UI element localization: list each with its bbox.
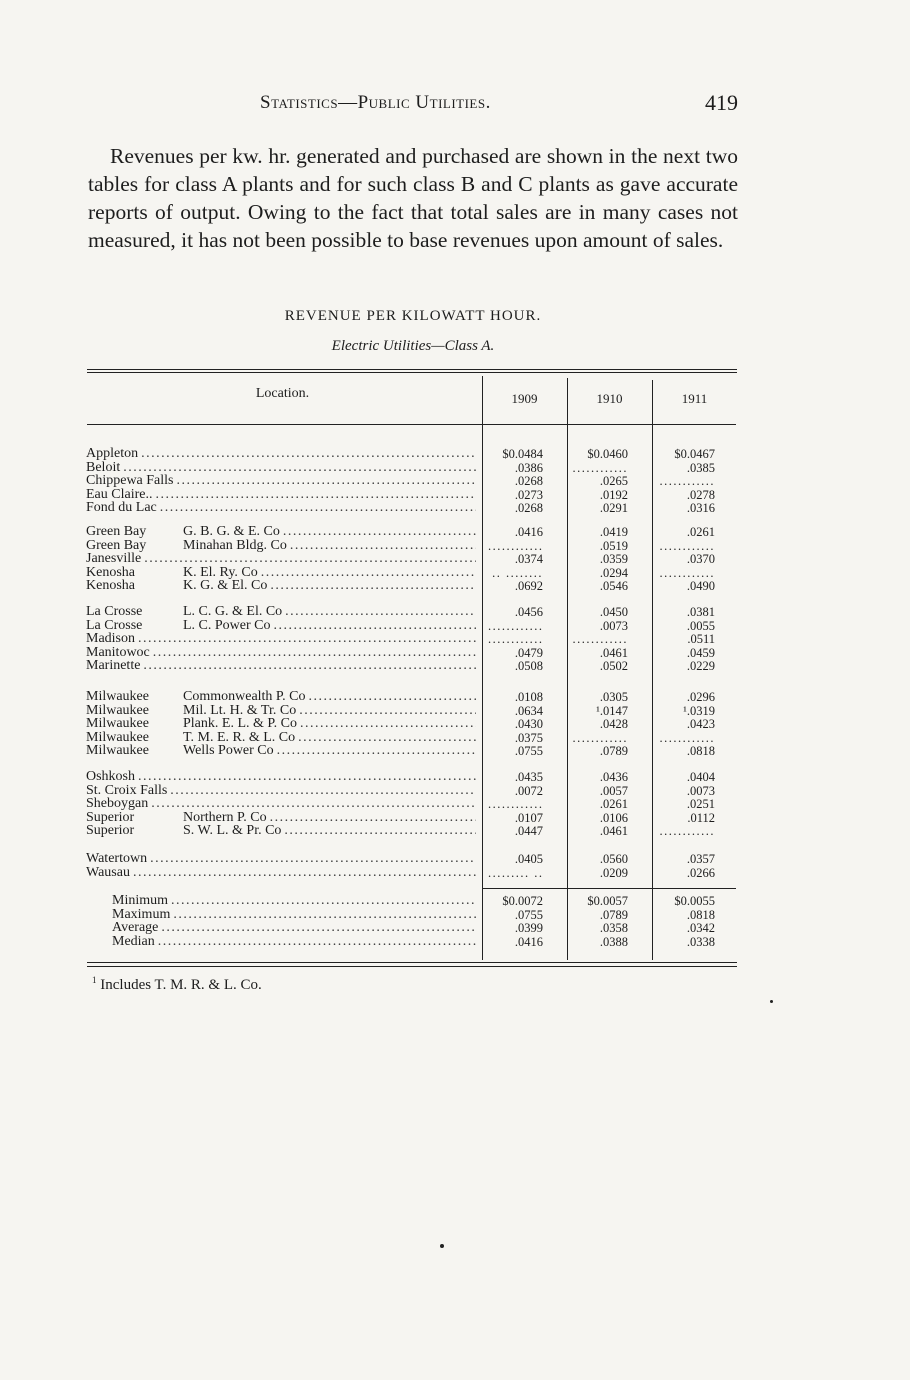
value-1911: .0385 bbox=[686, 460, 715, 475]
summary-label: Average bbox=[112, 921, 159, 935]
page-number: 419 bbox=[705, 90, 738, 115]
header-bottom-rule-years bbox=[482, 424, 736, 425]
location-city: Manitowoc bbox=[86, 645, 150, 660]
value-1910: .0192 bbox=[599, 487, 628, 502]
summary-label-cell bbox=[86, 921, 476, 935]
dot-leader bbox=[170, 784, 476, 798]
value-1911: .0296 bbox=[686, 690, 715, 704]
value-1910: .0359 bbox=[599, 552, 628, 566]
value-1909: .0479 bbox=[514, 645, 543, 660]
location-cell bbox=[86, 488, 476, 502]
summary-value-1911: .0342 bbox=[686, 921, 715, 935]
value-1911: .0459 bbox=[686, 645, 715, 660]
value-1910: ............ bbox=[572, 730, 628, 745]
dot-leader bbox=[138, 632, 476, 646]
location-city: Marinette bbox=[86, 659, 141, 673]
location-company: Plank. E. L. & P. Co bbox=[183, 717, 297, 731]
location-cell bbox=[86, 659, 476, 673]
location-cell bbox=[86, 474, 476, 488]
value-1911: .0261 bbox=[686, 525, 715, 539]
summary-value-1910: .0388 bbox=[599, 934, 628, 949]
value-1911: .0073 bbox=[686, 783, 715, 798]
location-city: Sheboygan bbox=[86, 797, 149, 811]
column-divider-1910 bbox=[567, 378, 568, 960]
running-head bbox=[88, 92, 738, 122]
dot-leader bbox=[270, 811, 476, 825]
dot-leader bbox=[173, 908, 476, 922]
value-1911: ............ bbox=[659, 730, 715, 745]
location-cell bbox=[86, 646, 476, 660]
value-1910: .0502 bbox=[599, 659, 628, 673]
table-top-rule-double bbox=[87, 372, 737, 373]
value-1911: .0055 bbox=[686, 618, 715, 633]
location-city: St. Croix Falls bbox=[86, 783, 168, 798]
value-1909: .0692 bbox=[514, 579, 543, 593]
location-cell bbox=[86, 501, 476, 515]
ink-speck bbox=[770, 1000, 773, 1003]
summary-value-1909: .0399 bbox=[514, 921, 543, 935]
location-cell bbox=[86, 566, 476, 580]
value-1910: .0428 bbox=[599, 717, 628, 731]
value-1911: .0229 bbox=[686, 659, 715, 673]
value-1911: ............ bbox=[659, 538, 715, 553]
location-company: Wells Power Co bbox=[183, 744, 274, 758]
location-company: L. C. G. & El. Co bbox=[183, 605, 283, 619]
location-cell bbox=[86, 619, 476, 633]
dot-leader bbox=[150, 852, 476, 866]
footnote-marker: 1 bbox=[92, 975, 97, 985]
summary-value-1909: .0755 bbox=[514, 907, 543, 922]
location-company: Mil. Lt. H. & Tr. Co bbox=[183, 703, 297, 718]
summary-value-1911: .0338 bbox=[686, 934, 715, 949]
summary-value-1911: .0818 bbox=[686, 907, 715, 922]
value-1910: .0209 bbox=[599, 865, 628, 880]
dot-leader bbox=[270, 579, 476, 593]
location-city: Milwaukee bbox=[86, 730, 149, 745]
table-top-rule bbox=[87, 369, 737, 370]
location-city: Oshkosh bbox=[86, 770, 136, 784]
value-1910: .0294 bbox=[599, 565, 628, 580]
dot-leader bbox=[300, 717, 476, 731]
value-1910: .0450 bbox=[599, 605, 628, 619]
ink-speck bbox=[440, 1244, 444, 1248]
location-city: Kenosha bbox=[86, 579, 135, 593]
value-1911: ............ bbox=[659, 824, 715, 838]
value-1911: .0370 bbox=[686, 552, 715, 566]
summary-value-1909: $0.0072 bbox=[502, 894, 543, 908]
value-1909: .0634 bbox=[514, 703, 543, 718]
value-1909: .0447 bbox=[514, 824, 543, 838]
location-company: Commonwealth P. Co bbox=[183, 690, 306, 704]
summary-label-cell bbox=[86, 935, 476, 949]
header-1910: 1910 bbox=[596, 391, 623, 406]
value-1909: .0508 bbox=[514, 659, 543, 673]
location-company: G. B. G. & E. Co bbox=[183, 525, 280, 539]
value-1910: .0106 bbox=[599, 810, 628, 825]
value-1911: .0266 bbox=[686, 865, 715, 880]
value-1911: .0251 bbox=[686, 797, 715, 811]
dot-leader bbox=[284, 824, 476, 838]
location-cell bbox=[86, 824, 476, 838]
dot-leader bbox=[283, 525, 476, 539]
value-1911: .0404 bbox=[686, 770, 715, 784]
value-1909: ............ bbox=[488, 538, 544, 553]
location-city: Watertown bbox=[86, 852, 148, 866]
location-cell bbox=[86, 605, 476, 619]
value-1910: .0265 bbox=[599, 474, 628, 488]
summary-value-1911: $0.0055 bbox=[674, 894, 715, 908]
value-1909: .0755 bbox=[514, 744, 543, 758]
location-cell bbox=[86, 447, 476, 461]
dot-leader bbox=[138, 770, 476, 784]
value-1910: $0.0460 bbox=[587, 447, 628, 461]
value-1909: .0430 bbox=[514, 717, 543, 731]
value-1910: .0519 bbox=[599, 538, 628, 553]
dot-leader bbox=[160, 501, 476, 515]
summary-value-1910: .0789 bbox=[599, 907, 628, 922]
dot-leader bbox=[177, 474, 477, 488]
dot-leader bbox=[171, 894, 476, 908]
value-1910: .0461 bbox=[599, 645, 628, 660]
location-cell bbox=[86, 744, 476, 758]
value-1910: .0436 bbox=[599, 770, 628, 784]
header-1911: 1911 bbox=[681, 391, 708, 406]
value-1909: .0386 bbox=[514, 460, 543, 475]
value-1909: .0416 bbox=[514, 525, 543, 539]
location-city: Milwaukee bbox=[86, 744, 149, 758]
value-1911: .0112 bbox=[687, 810, 715, 825]
location-city: Superior bbox=[86, 810, 135, 825]
summary-label: Median bbox=[112, 934, 155, 949]
location-cell bbox=[86, 770, 476, 784]
dot-leader bbox=[309, 690, 476, 704]
value-1910: .0546 bbox=[599, 579, 628, 593]
dot-leader bbox=[161, 921, 476, 935]
location-company: Minahan Bldg. Co bbox=[183, 538, 287, 553]
value-1911: .0423 bbox=[686, 717, 715, 731]
location-cell bbox=[86, 852, 476, 866]
table-bottom-rule-double bbox=[87, 966, 737, 967]
location-cell bbox=[86, 579, 476, 593]
value-1911: ¹.0319 bbox=[683, 703, 715, 718]
value-1910: .0073 bbox=[599, 618, 628, 633]
dot-leader bbox=[141, 447, 476, 461]
value-1910: ............ bbox=[572, 632, 628, 646]
summary-rule bbox=[482, 888, 736, 889]
location-cell bbox=[86, 552, 476, 566]
value-1909: .0435 bbox=[514, 770, 543, 784]
value-1910: .0461 bbox=[599, 824, 628, 838]
dot-leader bbox=[151, 797, 476, 811]
value-1909: ......... .. bbox=[488, 865, 544, 880]
location-cell bbox=[86, 717, 476, 731]
dot-leader bbox=[261, 566, 476, 580]
dot-leader bbox=[277, 744, 476, 758]
value-1910: .0057 bbox=[599, 783, 628, 798]
location-city: Chippewa Falls bbox=[86, 474, 174, 488]
summary-label: Maximum bbox=[112, 907, 171, 922]
value-1910: .0419 bbox=[599, 525, 628, 539]
value-1910: .0305 bbox=[599, 690, 628, 704]
summary-label-cell bbox=[86, 894, 476, 908]
value-1909: .0273 bbox=[514, 487, 543, 502]
dot-leader bbox=[285, 605, 476, 619]
location-city: Fond du Lac bbox=[86, 501, 157, 515]
location-city: Green Bay bbox=[86, 538, 147, 553]
summary-label: Minimum bbox=[112, 894, 169, 908]
value-1910: ¹.0147 bbox=[596, 703, 628, 718]
footnote bbox=[92, 975, 262, 994]
value-1911: .0316 bbox=[686, 501, 715, 515]
dot-leader bbox=[158, 935, 476, 949]
location-cell bbox=[86, 690, 476, 704]
value-1910: .0560 bbox=[599, 852, 628, 866]
value-1909: $0.0484 bbox=[502, 447, 543, 461]
location-cell bbox=[86, 704, 476, 718]
header-location: Location. bbox=[255, 386, 310, 401]
location-city: Wausau bbox=[86, 865, 130, 880]
dot-leader bbox=[155, 488, 476, 502]
dot-leader bbox=[143, 659, 476, 673]
value-1911: ............ bbox=[659, 474, 715, 488]
value-1909: ............ bbox=[488, 632, 544, 646]
location-cell bbox=[86, 461, 476, 475]
dot-leader bbox=[133, 866, 476, 880]
column-divider-1911 bbox=[652, 380, 653, 960]
value-1909: .0374 bbox=[514, 552, 543, 566]
location-city: Eau Claire.. bbox=[86, 487, 153, 502]
location-company: S. W. L. & Pr. Co bbox=[183, 824, 282, 838]
location-city: Appleton bbox=[86, 447, 139, 461]
table-subtitle: Electric Utilities—Class A. bbox=[331, 338, 495, 354]
location-cell bbox=[86, 539, 476, 553]
dot-leader bbox=[299, 704, 476, 718]
location-city: Superior bbox=[86, 824, 135, 838]
location-cell bbox=[86, 784, 476, 798]
value-1911: .0511 bbox=[687, 632, 715, 646]
value-1909: .0405 bbox=[514, 852, 543, 866]
location-city: Kenosha bbox=[86, 565, 135, 580]
location-cell bbox=[86, 731, 476, 745]
table-bottom-rule bbox=[87, 962, 737, 963]
location-city: Milwaukee bbox=[86, 690, 149, 704]
summary-value-1909: .0416 bbox=[514, 934, 543, 949]
location-company: L. C. Power Co bbox=[183, 618, 271, 633]
value-1909: .0108 bbox=[514, 690, 543, 704]
location-company: T. M. E. R. & L. Co bbox=[183, 730, 296, 745]
location-city: La Crosse bbox=[86, 605, 143, 619]
intro-paragraph: Revenues per kw. hr. generated and purchased are shown in the next two tables for class A plants and for such class B and C plants as gave accurate reports of output. Owing to the fact that total sales are in many cases not measured, it has not been possible to base revenues upon amount of sales. bbox=[88, 144, 738, 252]
value-1910: .0789 bbox=[599, 744, 628, 758]
value-1909: .0268 bbox=[514, 501, 543, 515]
location-city: La Crosse bbox=[86, 618, 143, 633]
location-company: Northern P. Co bbox=[183, 810, 267, 825]
location-cell bbox=[86, 632, 476, 646]
value-1911: ............ bbox=[659, 565, 715, 580]
location-cell bbox=[86, 525, 476, 539]
location-company: K. El. Ry. Co bbox=[183, 565, 258, 580]
location-city: Beloit bbox=[86, 460, 121, 475]
location-city: Green Bay bbox=[86, 525, 147, 539]
location-cell bbox=[86, 811, 476, 825]
dot-leader bbox=[290, 539, 476, 553]
value-1911: .0381 bbox=[686, 605, 715, 619]
location-city: Madison bbox=[86, 632, 135, 646]
value-1909: .0456 bbox=[514, 605, 543, 619]
footnote-text: Includes T. M. R. & L. Co. bbox=[100, 977, 262, 993]
value-1911: .0278 bbox=[686, 487, 715, 502]
header-bottom-rule bbox=[87, 424, 482, 425]
table-title: REVENUE PER KILOWATT HOUR. bbox=[284, 308, 542, 324]
value-1911: .0357 bbox=[686, 852, 715, 866]
header-1909: 1909 bbox=[511, 391, 538, 406]
value-1909: .0375 bbox=[514, 730, 543, 745]
dot-leader bbox=[153, 646, 476, 660]
value-1911: .0490 bbox=[686, 579, 715, 593]
value-1911: .0818 bbox=[686, 744, 715, 758]
location-cell bbox=[86, 797, 476, 811]
value-1909: ............ bbox=[488, 618, 544, 633]
location-cell bbox=[86, 866, 476, 880]
location-city: Janesville bbox=[86, 552, 142, 566]
dot-leader bbox=[274, 619, 477, 633]
value-1909: .0107 bbox=[514, 810, 543, 825]
value-1910: ............ bbox=[572, 460, 628, 475]
summary-value-1910: $0.0057 bbox=[587, 894, 628, 908]
running-title: Statistics—Public Utilities. bbox=[260, 92, 491, 113]
value-1910: .0261 bbox=[599, 797, 628, 811]
value-1909: .0268 bbox=[514, 474, 543, 488]
dot-leader bbox=[123, 461, 476, 475]
value-1909: .. ........ bbox=[492, 565, 543, 580]
value-1909: ............ bbox=[488, 797, 544, 811]
dot-leader bbox=[298, 731, 476, 745]
value-1910: .0291 bbox=[599, 501, 628, 515]
location-city: Milwaukee bbox=[86, 703, 149, 718]
value-1909: .0072 bbox=[514, 783, 543, 798]
value-1911: $0.0467 bbox=[674, 447, 715, 461]
dot-leader bbox=[144, 552, 476, 566]
column-divider-1909 bbox=[482, 376, 483, 960]
summary-label-cell bbox=[86, 908, 476, 922]
location-company: K. G. & El. Co bbox=[183, 579, 268, 593]
location-city: Milwaukee bbox=[86, 717, 149, 731]
summary-value-1910: .0358 bbox=[599, 921, 628, 935]
